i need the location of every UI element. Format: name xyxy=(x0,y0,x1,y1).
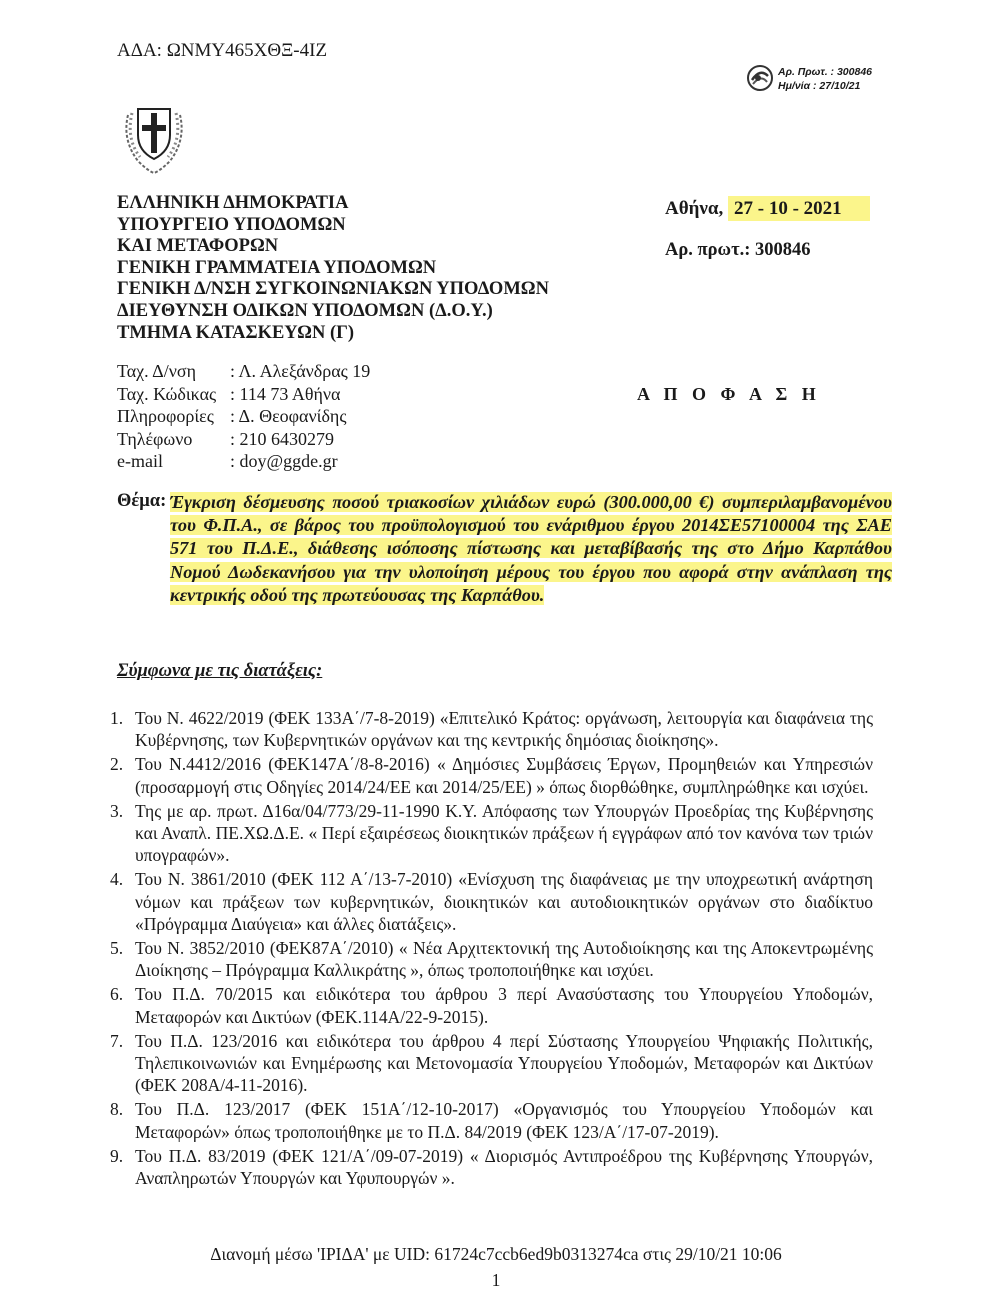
contact-value: : 114 73 Αθήνα xyxy=(230,383,341,404)
item-text: Του Π.Δ. 123/2017 (ΦΕΚ 151Α΄/12-10-2017) «Οργανισμός του Υπουργείου Υποδομών και Μεταφορών» όπως τροποποιήθηκε με το Π.Δ. 84/2019 (ΦΕΚ 123/Α΄/17-07-2019). xyxy=(135,1099,873,1142)
item-text: Του Ν.4412/2016 (ΦΕΚ147Α΄/8-8-2016) « Δημόσιες Συμβάσεις Έργων, Προμηθειών και Υπηρεσιών (προσαρμογή στις Οδηγίες 2014/24/ΕΕ και 2014/25/ΕΕ) » όπως διορθώθηκε, συμπληρώθηκε και ισχύει. xyxy=(135,754,873,797)
contact-value: : Λ. Αλεξάνδρας 19 xyxy=(230,361,371,381)
ada-code: ΑΔΑ: ΩΝΜΥ465ΧΘΞ-4ΙΖ xyxy=(117,40,328,61)
distribution-footer: Διανομή μέσω 'ΙΡΙΔΑ' με UID: 61724c7ccb6ed9b0313274ca στις 29/10/21 10:06 xyxy=(210,1244,782,1264)
date-value: 27 - 10 - 2021 xyxy=(728,196,870,221)
list-item xyxy=(110,1145,873,1189)
list-item xyxy=(110,868,873,935)
document-date xyxy=(665,198,870,220)
header-line: ΓΕΝΙΚΗ ΓΡΑΜΜΑΤΕΙΑ ΥΠΟΔΟΜΩΝ xyxy=(117,257,437,278)
subject-label: Θέμα: xyxy=(117,491,167,511)
list-item xyxy=(110,983,873,1027)
iris-logo-icon xyxy=(746,64,774,92)
header-line: ΚΑΙ ΜΕΤΑΦΟΡΩΝ xyxy=(117,236,279,257)
list-item xyxy=(110,1098,873,1142)
contact-row xyxy=(117,450,370,473)
provisions-heading: Σύμφωνα με τις διατάξεις: xyxy=(117,661,323,681)
protocol-number: Αρ. πρωτ.: 300846 xyxy=(665,240,811,260)
item-text: Του Ν. 4622/2019 (ΦΕΚ 133Α΄/7-8-2019) «Επιτελικό Κράτος: οργάνωση, λειτουργία και διαφάνεια της Κυβέρνησης, των Κυβερνητικών οργάνων και της κεντρικής δημόσιας διοίκησης». xyxy=(135,708,873,751)
header-line: ΥΠΟΥΡΓΕΙΟ ΥΠΟΔΟΜΩΝ xyxy=(117,214,346,235)
header-line: ΔΙΕΥΘΥΝΣΗ ΟΔΙΚΩΝ ΥΠΟΔΟΜΩΝ (Δ.Ο.Υ.) xyxy=(117,300,493,321)
contact-info xyxy=(117,360,370,473)
list-item xyxy=(110,707,873,751)
item-number: 1. xyxy=(110,708,124,728)
item-number: 2. xyxy=(110,754,124,775)
contact-key: Τηλέφωνο xyxy=(117,428,193,449)
contact-value: : 210 6430279 xyxy=(230,428,335,449)
item-text: Του Π.Δ. 70/2015 και ειδικότερα του άρθρου 3 περί Ανασύστασης του Υπουργείου Υποδομών, Μεταφορών και Δικτύων (ΦΕΚ.114Α/22-9-2015). xyxy=(135,984,873,1027)
item-number: 7. xyxy=(110,1030,124,1051)
list-item xyxy=(110,937,873,981)
contact-row xyxy=(117,383,370,406)
item-number: 3. xyxy=(110,800,124,821)
list-item xyxy=(110,753,873,797)
header-line: ΕΛΛΗΝΙΚΗ ΔΗΜΟΚΡΑΤΙΑ xyxy=(117,193,349,213)
page-number: 1 xyxy=(491,1270,501,1290)
list-item xyxy=(110,800,873,867)
stamp-protocol-line: Αρ. Πρωτ. : 300846 xyxy=(778,66,873,78)
item-number: 8. xyxy=(110,1099,124,1120)
item-number: 6. xyxy=(110,984,124,1005)
subject-highlighted-text: Έγκριση δέσμευσης ποσού τριακοσίων χιλιάδων ευρώ (300.000,00 €) συμπεριλαμβανομένου του Φ.Π.Α., σε βάρος του προϋπολογισμού του ενάριθμου έργου 2014ΣΕ57100004 της ΣΑΕ 571 του Π.Δ.Ε., διάθεσης ισόποσης πίστωσης και μεταβίβασής της στο Δήμο Καρπάθου Νομού Δωδεκανήσου για την υλοποίηση μέρους του έργου που αφορά στην ανάπλαση της κεντρικής οδού της πρωτεύουσας της Καρπάθου. xyxy=(170,492,892,605)
list-item xyxy=(110,1030,873,1097)
document-type: Α Π Ο Φ Α Σ Η xyxy=(637,384,821,404)
contact-key: Ταχ. Κώδικας xyxy=(117,383,217,404)
item-number: 4. xyxy=(110,869,124,890)
date-place: Αθήνα, xyxy=(665,198,724,219)
protocol-stamp xyxy=(746,62,906,102)
item-number: 5. xyxy=(110,938,124,959)
contact-row xyxy=(117,428,370,451)
contact-row xyxy=(117,405,370,428)
contact-row xyxy=(117,360,370,383)
item-text: Του Ν. 3861/2010 (ΦΕΚ 112 Α΄/13-7-2010) «Ενίσχυση της διαφάνειας με την υποχρεωτική ανάρτηση νόμων και πράξεων των κυβερνητικών, διοικητικών και αυτοδιοικητικών οργάνων στο διαδίκτυο «Πρόγραμμα Διαύγεια» και άλλες διατάξεις». xyxy=(135,869,873,934)
item-text: Του Π.Δ. 123/2016 και ειδικότερα του άρθρου 4 περί Σύστασης Υπουργείου Ψηφιακής Πολιτικής, Τηλεπικοινωνιών και Ενημέρωσης και Μετονομασία Υπουργείου Υποδομών, Μεταφορών και Δικτύων (ΦΕΚ 208Α/4-11-2016). xyxy=(135,1030,873,1096)
item-text: Της με αρ. πρωτ. Δ16α/04/773/29-11-1990 Κ.Υ. Απόφασης των Υπουργών Προεδρίας της Κυβέρνησης και Αναπλ. ΠΕ.ΧΩ.Δ.Ε. « Περί εξαιρέσεως διοικητικών πράξεων ή εγγράφων από τον κανόνα των τριών υπογραφών». xyxy=(135,800,873,866)
contact-value: : doy@ggde.gr xyxy=(230,451,338,471)
contact-value: : Δ. Θεοφανίδης xyxy=(230,406,347,426)
stamp-date-line: Ημ/νία : 27/10/21 xyxy=(778,80,861,92)
issuing-authority xyxy=(117,193,549,344)
contact-key: e-mail xyxy=(117,451,163,471)
provisions-list xyxy=(110,707,873,1191)
item-text: Του Π.Δ. 83/2019 (ΦΕΚ 121/Α΄/09-07-2019) « Διορισμός Αντιπροέδρου της Κυβέρνησης Υπουργών, Αναπληρωτών Υπουργών και Υφυπουργών ». xyxy=(135,1145,873,1189)
contact-key: Πληροφορίες xyxy=(117,406,214,426)
contact-key: Ταχ. Δ/νση xyxy=(117,361,197,381)
header-line: ΤΜΗΜΑ ΚΑΤΑΣΚΕΥΩΝ (Γ) xyxy=(117,322,355,343)
header-line: ΓΕΝΙΚΗ Δ/ΝΣΗ ΣΥΓΚΟΙΝΩΝΙΑΚΩΝ ΥΠΟΔΟΜΩΝ xyxy=(117,279,549,300)
item-text: Του Ν. 3852/2010 (ΦΕΚ87Α΄/2010) « Νέα Αρχιτεκτονική της Αυτοδιοίκησης και της Αποκεντρωμένης Διοίκησης – Πρόγραμμα Καλλικράτης », όπως τροποποιήθηκε και ισχύει. xyxy=(135,938,873,981)
subject-text xyxy=(170,491,892,607)
greek-coat-of-arms-icon xyxy=(118,95,190,175)
item-number: 9. xyxy=(110,1145,124,1166)
